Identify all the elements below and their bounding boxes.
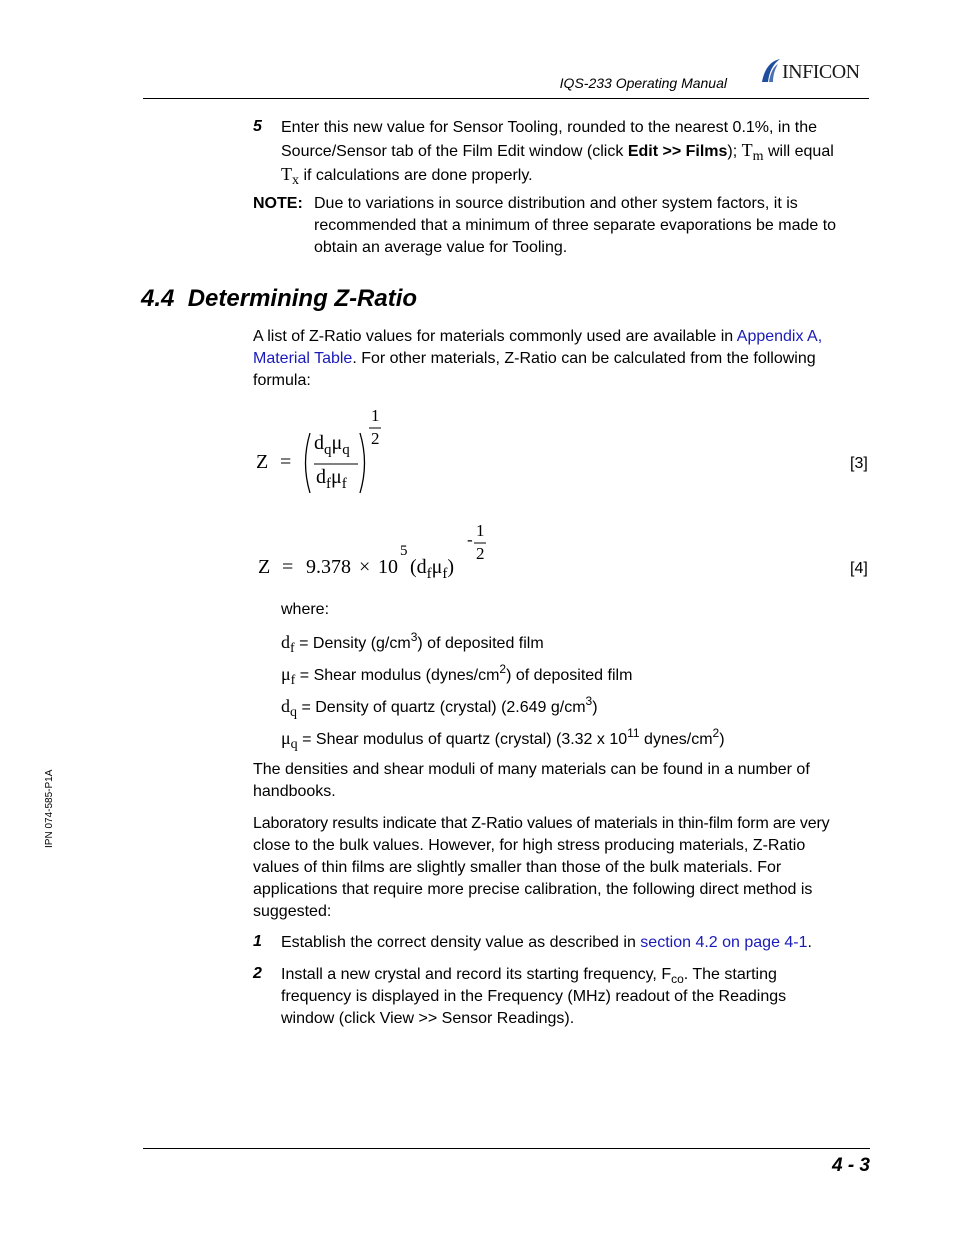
section-number: 4.4 xyxy=(141,285,175,312)
note-text xyxy=(314,193,874,259)
lab-line-3: values of thin films are slightly smaller than those of the bulk materials. For xyxy=(253,859,782,876)
page-number: 4 - 3 xyxy=(831,1155,870,1176)
material-table-link[interactable]: Material Table xyxy=(253,350,353,367)
eq3-num-mu-sub: q xyxy=(342,442,350,458)
eq3-den-d: d xyxy=(316,466,326,488)
eq3-num-d: d xyxy=(314,432,324,454)
section-title: Determining Z-Ratio xyxy=(187,285,418,312)
dq-sup: 3 xyxy=(585,694,593,708)
step-1-text xyxy=(281,932,812,954)
note-label: NOTE: xyxy=(253,195,303,212)
tm-sub: m xyxy=(752,149,764,164)
eq4-equals: = xyxy=(282,556,294,578)
eq4-times: × xyxy=(359,556,371,578)
eq3-den-d-sub: f xyxy=(326,476,331,492)
eq3-num-d-sub: q xyxy=(324,442,332,458)
lab-line-5: suggested: xyxy=(253,903,332,920)
intro-line-3: formula: xyxy=(253,372,311,389)
dq-sub: q xyxy=(290,705,297,720)
eq4-coef: 9.378 xyxy=(306,556,351,578)
eq4-mu: μ xyxy=(431,556,443,578)
muq-sup-1: 11 xyxy=(627,726,640,740)
step-5-line-3 xyxy=(281,163,871,187)
step-2-line-2: frequency is displayed in the Frequency (MHz) readout of the Readings xyxy=(281,988,787,1005)
where-muq xyxy=(281,727,725,751)
eq3-den-mu-sub: f xyxy=(341,476,347,492)
intro-line-1 xyxy=(253,326,873,348)
where-label: where: xyxy=(281,601,330,618)
header-rule xyxy=(143,98,869,99)
eq4-exp-num: 1 xyxy=(476,521,485,540)
muq-text-c: ) xyxy=(719,731,725,748)
eq3-exp-den: 2 xyxy=(371,429,380,448)
dq-text-b: ) xyxy=(592,699,598,716)
lab-line-2: close to the bulk values. However, for high stress producing materials, Z-Ratio xyxy=(253,837,806,854)
tx-symbol xyxy=(281,164,299,188)
eq4-d-sub: f xyxy=(426,566,432,582)
eq3-exp-num: 1 xyxy=(371,406,380,425)
step-5-text-c: will equal xyxy=(763,143,834,160)
muf-base: μ xyxy=(281,664,291,684)
eq4-base: 10 xyxy=(378,556,398,578)
eq3-numerator xyxy=(314,432,350,458)
eq4-exp-sign: - xyxy=(467,530,473,549)
df-text-a: = Density (g/cm xyxy=(294,635,411,652)
where-dq xyxy=(281,695,598,719)
eq4-tag: [4] xyxy=(850,560,868,577)
where-df xyxy=(281,631,544,655)
side-ipn-label: IPN 074-585-P1A xyxy=(44,769,55,848)
muf-symbol xyxy=(281,664,296,688)
appendix-a-link[interactable]: Appendix A, xyxy=(736,328,823,345)
inficon-logo xyxy=(760,58,872,84)
muq-sub: q xyxy=(290,737,298,752)
intro-text-b: . For other materials, Z-Ratio can be calculated from the following xyxy=(352,350,816,367)
logo-wordmark: INFICON xyxy=(782,61,860,83)
section-heading xyxy=(141,285,417,313)
step-5-line-2 xyxy=(281,139,871,163)
note-line-1: Due to variations in source distribution and other system factors, it is xyxy=(314,195,798,212)
step-5-line-1: Enter this new value for Sensor Tooling, rounded to the nearest 0.1%, in the xyxy=(281,119,818,136)
eq4-open-paren: ( xyxy=(410,556,417,578)
muq-base: μ xyxy=(281,728,291,748)
tm-base: T xyxy=(741,140,753,160)
note-line-3: obtain an average value for Tooling. xyxy=(314,239,568,256)
muq-text-a: = Shear modulus of quartz (crystal) (3.32 x 10 xyxy=(297,731,628,748)
step-2-number: 2 xyxy=(253,965,262,982)
tx-sub: x xyxy=(292,173,299,188)
eq3-denominator xyxy=(316,466,347,492)
dq-base: d xyxy=(281,696,290,716)
tm-symbol xyxy=(741,140,764,164)
eq4-group xyxy=(410,556,455,582)
step-2-text-a: Install a new crystal and record its starting frequency, F xyxy=(281,966,672,983)
intro-paragraph xyxy=(253,326,873,392)
eq4-lhs: Z xyxy=(258,556,271,578)
note-line-2: recommended that a minimum of three separate evaporations be made to xyxy=(314,217,837,234)
df-sub: f xyxy=(290,641,295,656)
dq-text-a: = Density of quartz (crystal) (2.649 g/cm xyxy=(297,699,586,716)
df-base: d xyxy=(281,632,290,652)
lab-paragraph xyxy=(253,813,878,923)
muq-symbol xyxy=(281,728,298,752)
eq3-equals: = xyxy=(280,451,292,473)
step-1-text-a: Establish the correct density value as described in xyxy=(281,934,641,951)
lab-line-4: applications that require more precise calibration, the following direct method is xyxy=(253,881,813,898)
logo-swoosh-icon xyxy=(760,58,782,84)
eq4-close-paren: ) xyxy=(447,556,455,578)
manual-title: IQS-233 Operating Manual xyxy=(559,75,727,91)
intro-text-a: A list of Z-Ratio values for materials commonly used are available in xyxy=(253,328,737,345)
step-1-text-b: . xyxy=(807,934,812,951)
muq-text-b: dynes/cm xyxy=(639,731,713,748)
step-2-line-3: window (click View >> Sensor Readings). xyxy=(281,1010,575,1027)
muf-text-b: ) of deposited film xyxy=(506,667,633,684)
df-symbol xyxy=(281,632,295,656)
step-5-number: 5 xyxy=(253,118,262,135)
eq4-base-exp: 5 xyxy=(400,543,408,559)
muf-sub: f xyxy=(290,673,296,688)
eq4-mu-sub: f xyxy=(442,566,448,582)
step-5-text-d: if calculations are done properly. xyxy=(299,167,533,184)
step-5-text-b: ); xyxy=(727,143,742,160)
edit-films-menu-path: Edit >> Films xyxy=(627,143,728,160)
eq3-tag: [3] xyxy=(850,455,868,472)
muf-sup: 2 xyxy=(499,662,507,676)
eq3-den-mu: μ xyxy=(331,466,342,488)
intro-line-2 xyxy=(253,348,873,370)
densities-line-2: handbooks. xyxy=(253,783,336,800)
eq3-num-mu: μ xyxy=(331,432,343,454)
muf-text-a: = Shear modulus (dynes/cm xyxy=(295,667,500,684)
dq-symbol xyxy=(281,696,297,720)
step-2-text xyxy=(281,964,871,1030)
step-1-number: 1 xyxy=(253,933,262,950)
densities-paragraph xyxy=(253,759,873,803)
eq4-exp-den: 2 xyxy=(476,544,485,563)
lab-line-1: Laboratory results indicate that Z-Ratio values of materials in thin-film form are very xyxy=(253,815,830,832)
where-muf xyxy=(281,663,632,687)
eq4-d: d xyxy=(416,556,427,578)
eq3-lhs: Z xyxy=(256,451,269,473)
step-5-text xyxy=(281,117,871,187)
step-5-text-a: Source/Sensor tab of the Film Edit window (click xyxy=(281,143,628,160)
footer-rule xyxy=(143,1148,870,1149)
fco-sub: co xyxy=(671,972,684,986)
step-2-line-1 xyxy=(281,964,871,986)
step-2-text-b: . The starting xyxy=(683,966,777,983)
df-text-b: ) of deposited film xyxy=(417,635,544,652)
df-sup: 3 xyxy=(410,630,418,644)
tx-base: T xyxy=(281,164,292,184)
muq-sup-2: 2 xyxy=(712,726,720,740)
section-4-2-link[interactable]: section 4.2 on page 4-1 xyxy=(640,934,808,951)
densities-line-1: The densities and shear moduli of many materials can be found in a number of xyxy=(253,761,810,778)
